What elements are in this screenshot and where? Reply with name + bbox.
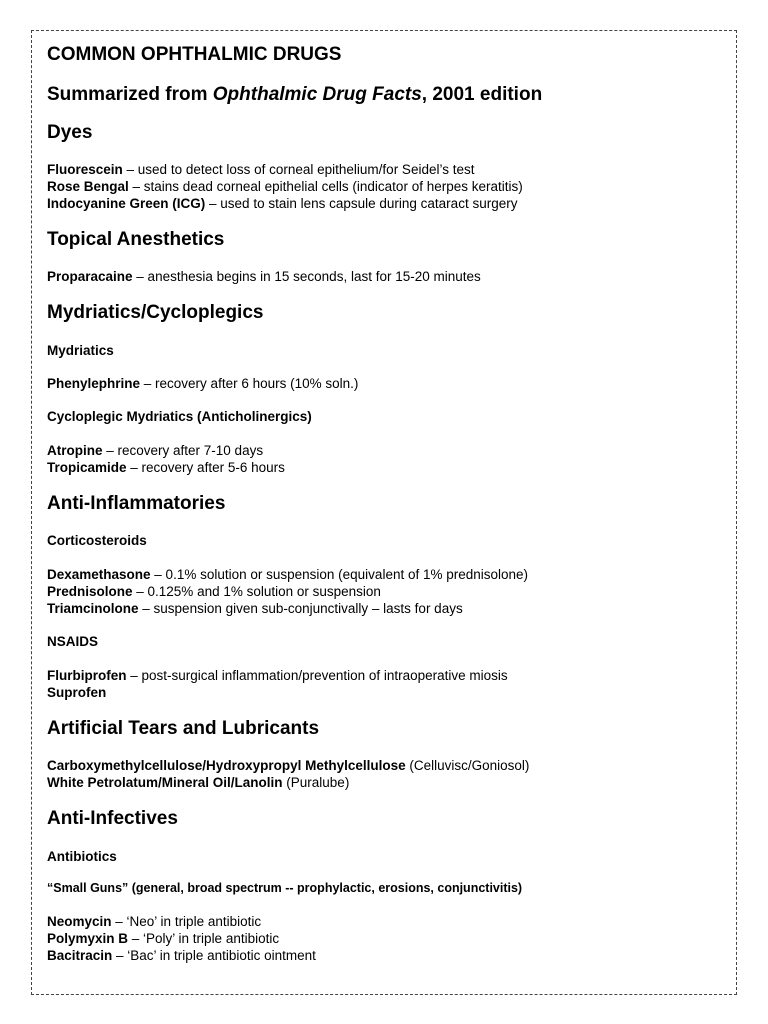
subtitle-suffix: , 2001 edition	[421, 84, 543, 105]
drug-description: – ‘Bac’ in triple antibiotic ointment	[112, 948, 316, 963]
document-title: COMMON OPHTHALMIC DRUGS	[47, 44, 342, 65]
document-subtitle	[47, 80, 542, 110]
drug-name: Phenylephrine	[47, 376, 141, 391]
subtitle-book-title: Ophthalmic Drug Facts	[212, 84, 422, 105]
drug-description: – used to stain lens capsule during cataract surgery	[205, 196, 518, 211]
drug-description: – used to detect loss of corneal epithelium/for Seidel’s test	[122, 162, 475, 177]
drug-line	[47, 667, 508, 684]
drug-description: (Celluvisc/Goniosol)	[405, 758, 530, 773]
drug-description: – 0.1% solution or suspension (equivalent of 1% prednisolone)	[150, 567, 529, 582]
drug-name: White Petrolatum/Mineral Oil/Lanolin	[47, 775, 283, 790]
drug-description: – ‘Neo’ in triple antibiotic	[111, 914, 262, 929]
drug-name: Rose Bengal	[47, 179, 129, 194]
drug-line	[47, 375, 358, 392]
drug-line	[47, 566, 528, 583]
section-heading-artificial-tears: Artificial Tears and Lubricants	[47, 718, 320, 739]
drug-description: – 0.125% and 1% solution or suspension	[132, 584, 381, 599]
drug-description: – ‘Poly’ in triple antibiotic	[128, 931, 280, 946]
drug-line	[47, 774, 349, 791]
drug-line	[47, 268, 481, 285]
drug-name: Prednisolone	[47, 584, 133, 599]
drug-description: – recovery after 5-6 hours	[126, 460, 285, 475]
drug-name: Fluorescein	[47, 162, 123, 177]
drug-name: Polymyxin B	[47, 931, 129, 946]
section-heading-anti-inflammatories: Anti-Inflammatories	[47, 493, 226, 514]
drug-description: – anesthesia begins in 15 seconds, last for 15-20 minutes	[132, 269, 481, 284]
drug-name: Atropine	[47, 443, 103, 458]
drug-name: Bacitracin	[47, 948, 113, 963]
drug-line	[47, 757, 529, 774]
drug-name: Suprofen	[47, 685, 107, 700]
drug-name: Flurbiprofen	[47, 668, 127, 683]
drug-line	[47, 930, 279, 947]
drug-line	[47, 178, 523, 195]
subtitle-prefix: Summarized from	[47, 84, 213, 105]
drug-name: Neomycin	[47, 914, 112, 929]
drug-line	[47, 947, 316, 964]
section-heading-anti-infectives: Anti-Infectives	[47, 808, 178, 829]
drug-line	[47, 442, 263, 459]
drug-name: Carboxymethylcellulose/Hydroxypropyl Methylcellulose	[47, 758, 406, 773]
section-heading-dyes: Dyes	[47, 122, 93, 143]
drug-description: (Puralube)	[282, 775, 350, 790]
subsection-heading: Mydriatics	[47, 343, 114, 358]
drug-description: – recovery after 7-10 days	[102, 443, 264, 458]
drug-description: – stains dead corneal epithelial cells (indicator of herpes keratitis)	[128, 179, 523, 194]
drug-line	[47, 459, 285, 476]
drug-line	[47, 583, 381, 600]
drug-line	[47, 913, 261, 930]
drug-line	[47, 600, 463, 617]
subsection-heading: “Small Guns” (general, broad spectrum -- prophylactic, erosions, conjunctivitis)	[47, 881, 523, 895]
drug-line	[47, 195, 517, 212]
drug-name: Dexamethasone	[47, 567, 151, 582]
drug-description: – suspension given sub-conjunctivally – lasts for days	[138, 601, 463, 616]
drug-line	[47, 684, 106, 701]
drug-line	[47, 161, 474, 178]
drug-description: – post-surgical inflammation/prevention of intraoperative miosis	[126, 668, 508, 683]
subsection-heading: Corticosteroids	[47, 533, 147, 548]
subsection-heading: Antibiotics	[47, 849, 117, 864]
drug-name: Tropicamide	[47, 460, 127, 475]
drug-name: Indocyanine Green (ICG)	[47, 196, 206, 211]
section-heading-mydriatics: Mydriatics/Cycloplegics	[47, 302, 264, 323]
drug-name: Proparacaine	[47, 269, 133, 284]
drug-description: – recovery after 6 hours (10% soln.)	[140, 376, 359, 391]
subsection-heading: Cycloplegic Mydriatics (Anticholinergics)	[47, 409, 312, 424]
subsection-heading: NSAIDS	[47, 634, 99, 649]
drug-name: Triamcinolone	[47, 601, 139, 616]
section-heading-anesthetics: Topical Anesthetics	[47, 229, 225, 250]
